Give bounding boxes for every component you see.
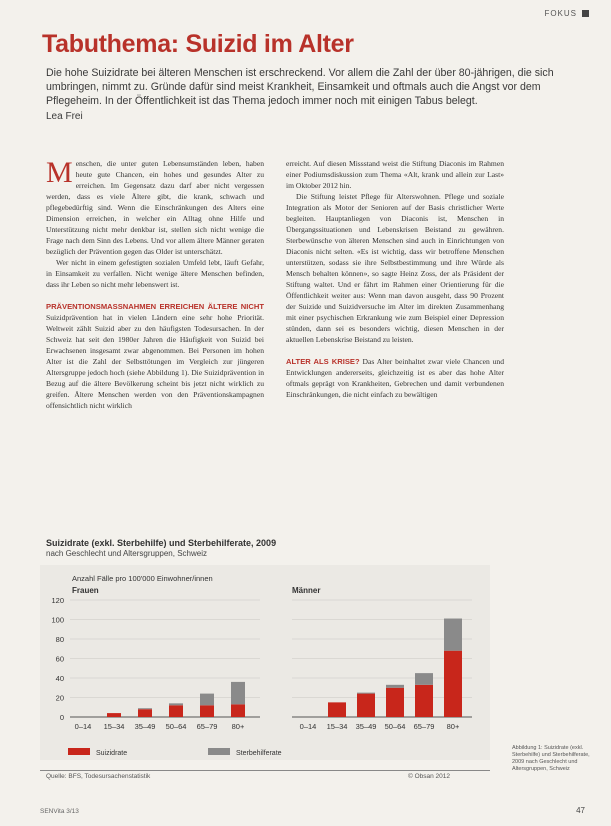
bar-sterbehilferate bbox=[231, 682, 245, 704]
y-axis-label: Anzahl Fälle pro 100'000 Einwohner/innen bbox=[72, 574, 213, 583]
bar-suizidrate bbox=[328, 702, 346, 717]
x-tick-label: 35–49 bbox=[134, 722, 156, 731]
body-paragraph: erreicht. Auf diesen Missstand weist die Stiftung Diaconis im Rahmen einer Podiumsdiskussion zum Thema «Alt, krank und allein zur Last» im Oktober 2012 hin. bbox=[286, 159, 504, 190]
legend-swatch-suizidrate bbox=[68, 748, 90, 755]
bar-suizidrate bbox=[357, 694, 375, 717]
x-tick-label: 15–34 bbox=[326, 722, 348, 731]
panel-title-maenner: Männer bbox=[292, 586, 321, 595]
x-tick-label: 15–34 bbox=[103, 722, 125, 731]
y-tick-label: 40 bbox=[55, 674, 64, 683]
y-tick-label: 100 bbox=[51, 615, 64, 625]
body-paragraph: PRÄVENTIONSMASSNAHMEN ERREICHEN ÄLTERE NICHT Suizidprävention hat in vielen Ländern eine sehr hohe Priorität. Weltweit zählt Suizid aber zu den häufigsten Todesursachen. In der Schweiz hat seit den 1980er Jahren die Häufigkeit von Suizid bei Erwachsenen insgesamt zwar abgenommen. Bei Personen im hohen Alter ist die Zahl der Selbsttötungen im Vergleich zur jüngeren Altersgruppe jedoch hoch (siehe Abbildung 1). Die Suizidprävention in Bezug auf die ältere Bevölkerung scheint bis jetzt nicht wirklich zu greifen. Ältere Menschen werden von den Präventionskampagnen offensichtlich nicht wirklich bbox=[46, 302, 264, 410]
footer-publication: SENVita 3/13 bbox=[40, 808, 79, 815]
legend-label: Suizidrate bbox=[96, 750, 128, 757]
bar-suizidrate bbox=[138, 709, 152, 717]
y-tick-label: 120 bbox=[51, 596, 64, 605]
bar-suizidrate bbox=[200, 705, 214, 717]
author: Lea Frei bbox=[46, 111, 83, 122]
chart-subtitle: nach Geschlecht und Altersgruppen, Schweiz bbox=[46, 549, 207, 558]
subheading: PRÄVENTIONSMASSNAHMEN ERREICHEN ÄLTERE NICHT bbox=[46, 302, 264, 311]
section-tag: FOKUS bbox=[544, 9, 589, 18]
headline: Tabuthema: Suizid im Alter bbox=[42, 30, 354, 58]
chart-source: Quelle: BFS, Todesursachenstatistik bbox=[46, 773, 151, 780]
panel-title-frauen: Frauen bbox=[72, 586, 99, 595]
y-tick-label: 80 bbox=[55, 635, 64, 644]
x-tick-label: 80+ bbox=[231, 722, 245, 731]
legend-swatch-sterbehilferate bbox=[208, 748, 230, 755]
divider bbox=[40, 770, 490, 771]
lead-paragraph: Die hohe Suizidrate bei älteren Menschen ist erschreckend. Vor allem die Zahl der über 80-jährigen, die sich umbringen, nimmt zu. Gründe dafür sind meist Krankheit, Einsamkeit und oftmals auch die Angst vor dem Pflegeheim. In der Öffentlichkeit ist das Thema jedoch immer noch mit einigen Tabus belegt. bbox=[46, 67, 554, 107]
bar-sterbehilferate bbox=[138, 708, 152, 709]
section-square-icon bbox=[582, 10, 589, 17]
y-tick-label: 20 bbox=[55, 693, 64, 703]
figure-caption: Abbildung 1: Suizidrate (exkl. Sterbehilfe) und Sterbehilferate, 2009 nach Geschlecht und Altersgruppen, Schweiz bbox=[512, 745, 590, 772]
x-tick-label: 0–14 bbox=[74, 722, 92, 731]
body-column-2 bbox=[286, 158, 504, 400]
bar-suizidrate bbox=[169, 705, 183, 717]
bar-suizidrate bbox=[415, 685, 433, 717]
x-tick-label: 65–79 bbox=[196, 722, 218, 731]
x-tick-label: 0–14 bbox=[299, 722, 317, 731]
y-tick-label: 0 bbox=[59, 713, 64, 722]
y-tick-label: 60 bbox=[55, 654, 64, 664]
x-tick-label: 50–64 bbox=[384, 722, 406, 731]
body-column-1 bbox=[46, 158, 264, 411]
page-number: 47 bbox=[576, 806, 585, 815]
bar-sterbehilferate bbox=[386, 685, 404, 688]
stacked-bar-chart bbox=[40, 565, 490, 770]
bar-sterbehilferate bbox=[357, 693, 375, 694]
bar-sterbehilferate bbox=[444, 619, 462, 651]
chart-copyright: © Obsan 2012 bbox=[408, 773, 451, 780]
bar-suizidrate bbox=[386, 688, 404, 717]
bar-sterbehilferate bbox=[169, 703, 183, 705]
bar-sterbehilferate bbox=[415, 673, 433, 685]
bar-suizidrate bbox=[107, 713, 121, 717]
x-tick-label: 65–79 bbox=[413, 722, 435, 731]
body-paragraph: ALTER ALS KRISE? Das Alter beinhaltet zwar viele Chancen und Entwicklungen andererseits, gleichzeitig ist es aber das hohe Alter oftmals geprägt von Krankheiten, Gebrechen und damit verbundenen Einschränkungen, die nicht einfach zu bewältigen bbox=[286, 357, 504, 399]
subheading: ALTER ALS KRISE? bbox=[286, 357, 360, 366]
bar-sterbehilferate bbox=[200, 694, 214, 706]
body-paragraph: Menschen, die unter guten Lebensumständen leben, haben heute gute Chancen, ein hohes und gesundes Alter zu erreichen. Im Gegensatz dazu darf aber nicht vergessen werden, dass es viele Ältere gibt, die krank, schwach und pflegebedürftig sind. Wenn die Einschränkungen des Alters eine Dimension erreichen, in welcher ein Alltag ohne Hilfe und Unterstützung nicht mehr denkbar ist, stellen sich nicht wenige die Frage nach dem Sinn des Lebens. Und vor allem ältere Männer geraten bezüglich der Prävention gegen das Older ist unterschätzt. bbox=[46, 156, 264, 256]
dropcap: M bbox=[46, 156, 73, 189]
bar-suizidrate bbox=[231, 704, 245, 717]
x-tick-label: 80+ bbox=[446, 722, 460, 731]
bar-suizidrate bbox=[444, 651, 462, 717]
x-tick-label: 50–64 bbox=[165, 722, 187, 731]
body-paragraph: Wer nicht in einem gefestigten sozialen Umfeld lebt, läuft Gefahr, in Einsamkeit zu verfallen. Nicht wenige ältere Menschen befinden, dass ihr Leben so nicht mehr lebenswert ist. bbox=[46, 258, 264, 289]
chart-title: Suizidrate (exkl. Sterbehilfe) und Sterbehilferate, 2009 bbox=[46, 538, 277, 548]
x-tick-label: 35–49 bbox=[355, 722, 377, 731]
legend-label: Sterbehilferate bbox=[236, 750, 282, 757]
body-paragraph: Die Stiftung leistet Pflege für Alterswohnen. Pflege und soziale Integration als Motor der Senioren auf der Basis christlicher Werte begleiten. Hauptanliegen von Diaconis ist, Menschen in Übergangssituationen und Lebenskrisen Beistand zu gewähren. Sterbewünsche von älteren Menschen sind auch in Einrichtungen von Diaconis nicht selten. «Es ist wichtig, dass wir betroffene Menschen unterstützen, sodass sie ihre Selbstbestimmung und ihre Würde als Mensch behalten können», so sagte Heinz Zoss, der als Präsident der Stiftung waltet. Und er fährt im Rahmen einer Orientierung für die Öffentlichkeit weiter aus: Wenn man davon ausgeht, dass 90 Prozent der Suizide und Suizidversuche im Alter im direkten Zusammenhang mit einer psychischen Erkrankung wie zum Beispiel einer Depression stünden, dann sei es besonders wichtig, diesen Menschen in der aktuellen Lebenskrise Beistand zu leisten. bbox=[286, 192, 504, 344]
